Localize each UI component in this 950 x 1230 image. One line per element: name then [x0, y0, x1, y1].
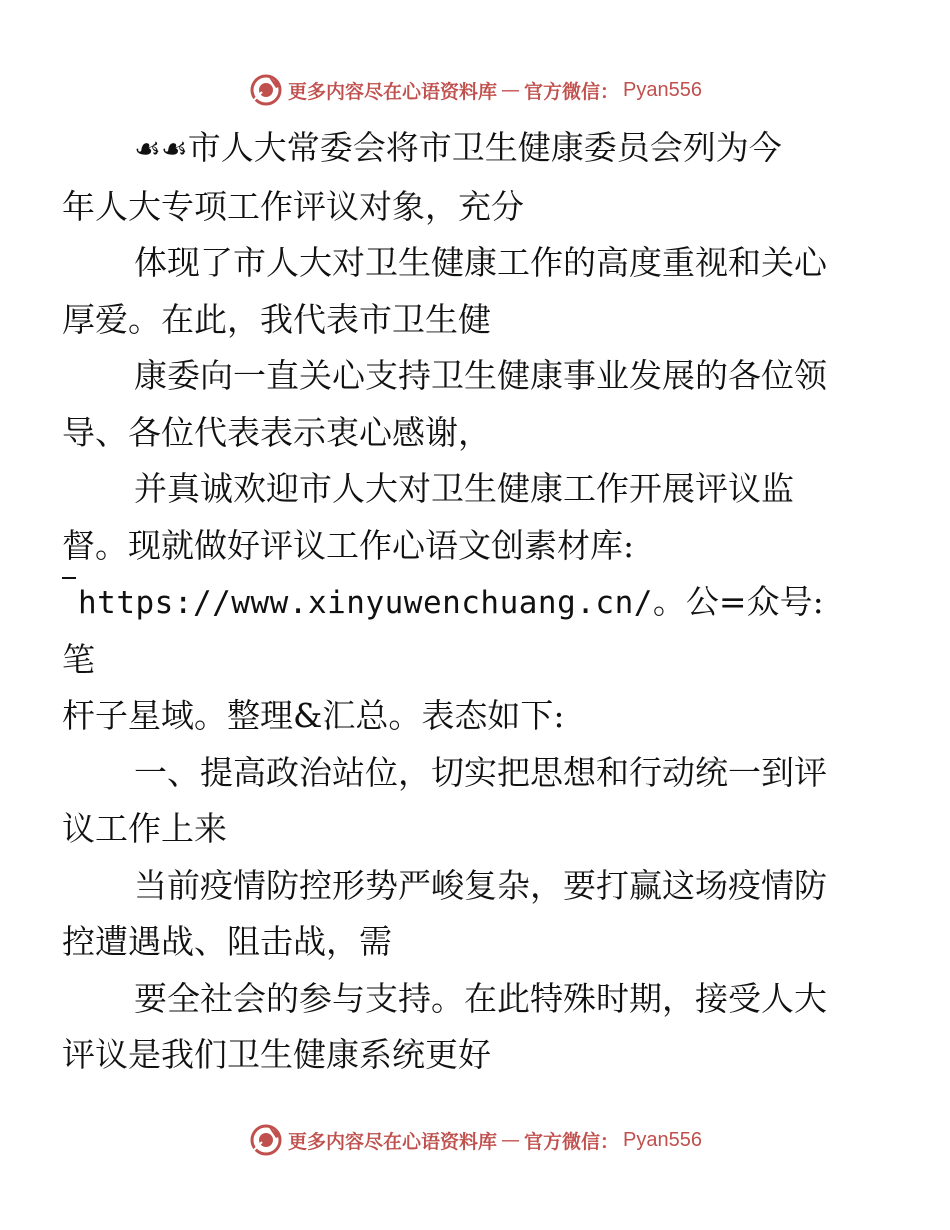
website-url[interactable]: https://www.xinyuwenchuang.cn/ — [78, 585, 653, 621]
paragraph-3-line-2: 导、各位代表表示衷心感谢， — [62, 412, 491, 452]
paragraph-4-line-1: 并真诚欢迎市人大对卫生健康工作开展评议监 — [134, 469, 794, 508]
header-wechat-label: 官方微信： — [524, 80, 620, 103]
paragraph-8-line-1: 要全社会的参与支持。在此特殊时期，接受人大 — [134, 978, 827, 1018]
paragraph-5 — [62, 574, 858, 745]
header-banner — [0, 70, 950, 110]
paragraph-2 — [62, 235, 858, 348]
paragraph-5-line-2: 杆子星域。整理&汇总。表态如下: — [62, 696, 565, 735]
paragraph-5-line-1-tail: 。公=众号: 笔 — [62, 582, 824, 679]
footer-wechat-label: 官方微信： — [524, 1130, 620, 1153]
footer-promo-text: 更多内容尽在心语资料库 — [288, 1130, 498, 1153]
paragraph-2-line-1: 体现了市人大对卫生健康工作的高度重视和关心 — [134, 243, 827, 282]
paragraph-7-line-1: 当前疫情防控形势严峻复杂，要打赢这场疫情防 — [134, 865, 827, 905]
dash-mark — [62, 577, 76, 579]
paragraph-4-line-2: 督。现就做好评议工作心语文创素材库: — [62, 525, 635, 565]
paragraph-3 — [62, 348, 858, 461]
paragraph-7-line-2: 控遭遇战、阻击战，需 — [62, 922, 392, 961]
footer-separator: — — [501, 1129, 521, 1151]
paragraph-3-line-1: 康委向一直关心支持卫生健康事业发展的各位领 — [134, 356, 827, 395]
paragraph-2-line-2: 厚爱。在此，我代表市卫生健 — [62, 299, 491, 339]
paragraph-1 — [62, 120, 858, 235]
paragraph-6 — [62, 745, 858, 858]
header-separator: — — [501, 79, 521, 101]
paragraph-1-line-2: 年人大专项工作评议对象，充分 — [62, 186, 524, 226]
paragraph-6-line-2: 议工作上来 — [62, 809, 227, 848]
paragraph-7 — [62, 858, 858, 971]
header-wechat-id: Pyan556 — [623, 78, 702, 101]
document-body — [62, 120, 858, 1084]
paragraph-8-line-2: 评议是我们卫生健康系统更好 — [62, 1035, 491, 1074]
footer-banner — [0, 1120, 950, 1160]
paragraph-8 — [62, 971, 858, 1084]
paragraph-4 — [62, 461, 858, 574]
footer-wechat-id: Pyan556 — [623, 1128, 702, 1151]
logo-icon — [248, 72, 284, 108]
fleuron-ornament-icon: ☙☙ — [134, 132, 188, 167]
header-promo-text: 更多内容尽在心语资料库 — [288, 80, 498, 103]
logo-icon — [248, 1122, 284, 1158]
paragraph-1-line-1: 市人大常委会将市卫生健康委员会列为今 — [187, 128, 782, 167]
paragraph-6-line-1: 一、提高政治站位，切实把思想和行动统一到评 — [134, 752, 827, 792]
